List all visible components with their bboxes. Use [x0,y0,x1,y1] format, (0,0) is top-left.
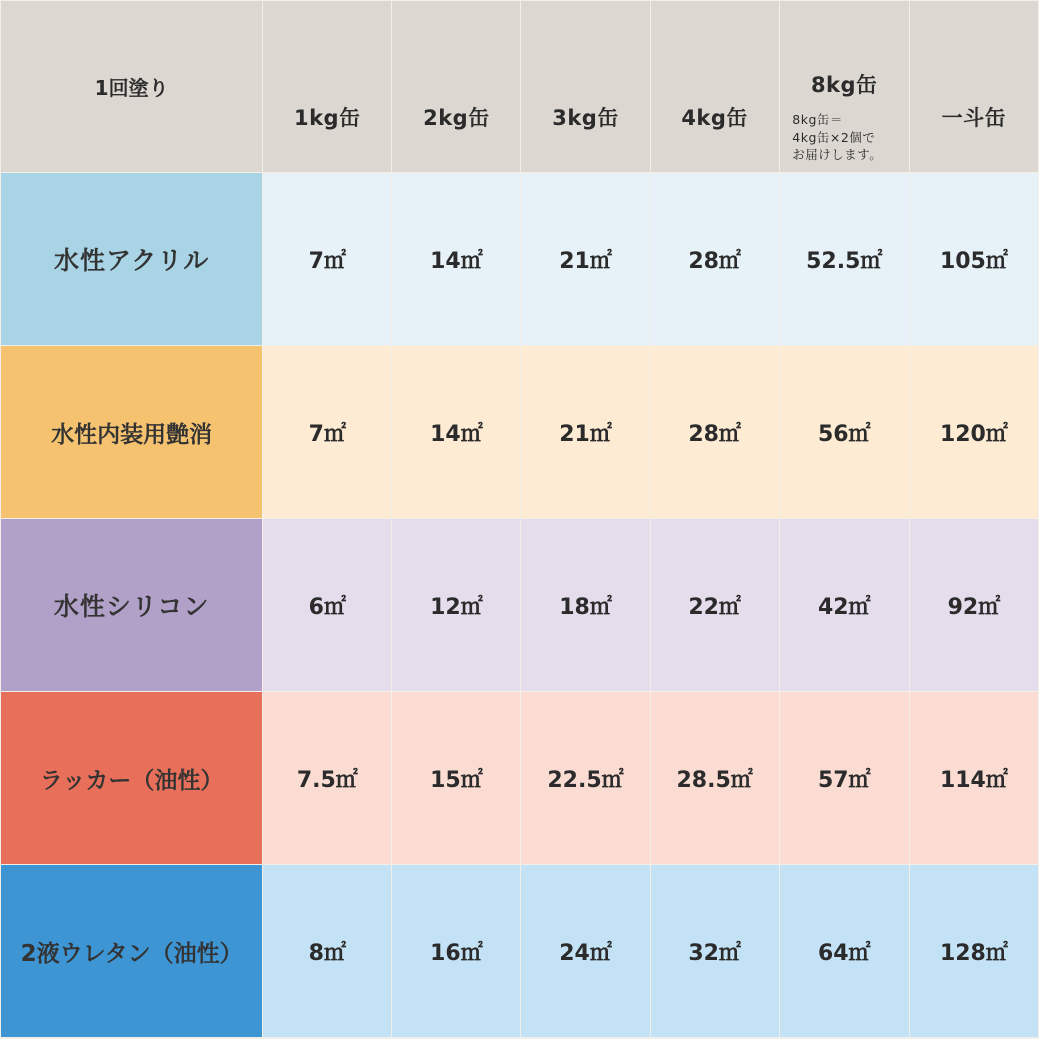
row-label-suisei-silicon: 水性シリコン [1,519,263,692]
header-corner-label: 1回塗り [1,1,263,173]
cell-suisei-naisou-8kg: 56㎡ [779,346,909,519]
header-col-4kg-label: 4kg缶 [681,105,748,130]
row-label-lacquer: ラッカー（油性） [1,692,263,865]
cell-lacquer-8kg: 57㎡ [779,692,909,865]
table-row [1,346,1039,519]
header-col-8kg-note: 8kg缶＝ 4kg缶×2個で お届けします。 [792,111,883,163]
cell-suisei-silicon-itto: 92㎡ [909,519,1038,692]
cell-urethane-3kg: 24㎡ [521,865,650,1038]
cell-suisei-acryl-itto: 105㎡ [909,173,1038,346]
cell-suisei-silicon-1kg: 6㎡ [263,519,392,692]
cell-urethane-itto: 128㎡ [909,865,1038,1038]
cell-suisei-naisou-4kg: 28㎡ [650,346,779,519]
cell-suisei-acryl-1kg: 7㎡ [263,173,392,346]
cell-suisei-silicon-4kg: 22㎡ [650,519,779,692]
cell-suisei-naisou-itto: 120㎡ [909,346,1038,519]
row-label-urethane: 2液ウレタン（油性） [1,865,263,1038]
cell-lacquer-4kg: 28.5㎡ [650,692,779,865]
header-col-8kg-label: 8kg缶 [810,72,878,97]
cell-lacquer-2kg: 15㎡ [392,692,521,865]
table-row [1,519,1039,692]
header-col-itto-label: 一斗缶 [941,105,1007,130]
cell-urethane-4kg: 32㎡ [650,865,779,1038]
row-label-suisei-acryl: 水性アクリル [1,173,263,346]
cell-suisei-acryl-2kg: 14㎡ [392,173,521,346]
cell-suisei-silicon-2kg: 12㎡ [392,519,521,692]
row-label-suisei-naisou: 水性内装用艶消 [1,346,263,519]
cell-suisei-acryl-8kg: 52.5㎡ [779,173,909,346]
header-col-itto [909,1,1038,173]
cell-suisei-acryl-3kg: 21㎡ [521,173,650,346]
header-col-8kg [779,1,909,173]
cell-suisei-silicon-3kg: 18㎡ [521,519,650,692]
header-col-1kg-label: 1kg缶 [293,105,361,130]
cell-suisei-naisou-2kg: 14㎡ [392,346,521,519]
cell-urethane-1kg: 8㎡ [263,865,392,1038]
header-col-3kg-label: 3kg缶 [552,105,619,130]
table-row [1,173,1039,346]
cell-lacquer-1kg: 7.5㎡ [263,692,392,865]
cell-suisei-silicon-8kg: 42㎡ [779,519,909,692]
table-body [1,173,1039,1038]
table-header [1,1,1039,173]
cell-suisei-naisou-3kg: 21㎡ [521,346,650,519]
header-col-2kg-label: 2kg缶 [423,105,490,130]
cell-suisei-acryl-4kg: 28㎡ [650,173,779,346]
cell-lacquer-itto: 114㎡ [909,692,1038,865]
table-row [1,692,1039,865]
cell-urethane-2kg: 16㎡ [392,865,521,1038]
cell-suisei-naisou-1kg: 7㎡ [263,346,392,519]
cell-lacquer-3kg: 22.5㎡ [521,692,650,865]
table-row [1,865,1039,1038]
header-col-4kg [650,1,779,173]
header-col-2kg [392,1,521,173]
cell-urethane-8kg: 64㎡ [779,865,909,1038]
header-col-3kg [521,1,650,173]
header-col-1kg [263,1,392,173]
header-row [1,1,1039,173]
